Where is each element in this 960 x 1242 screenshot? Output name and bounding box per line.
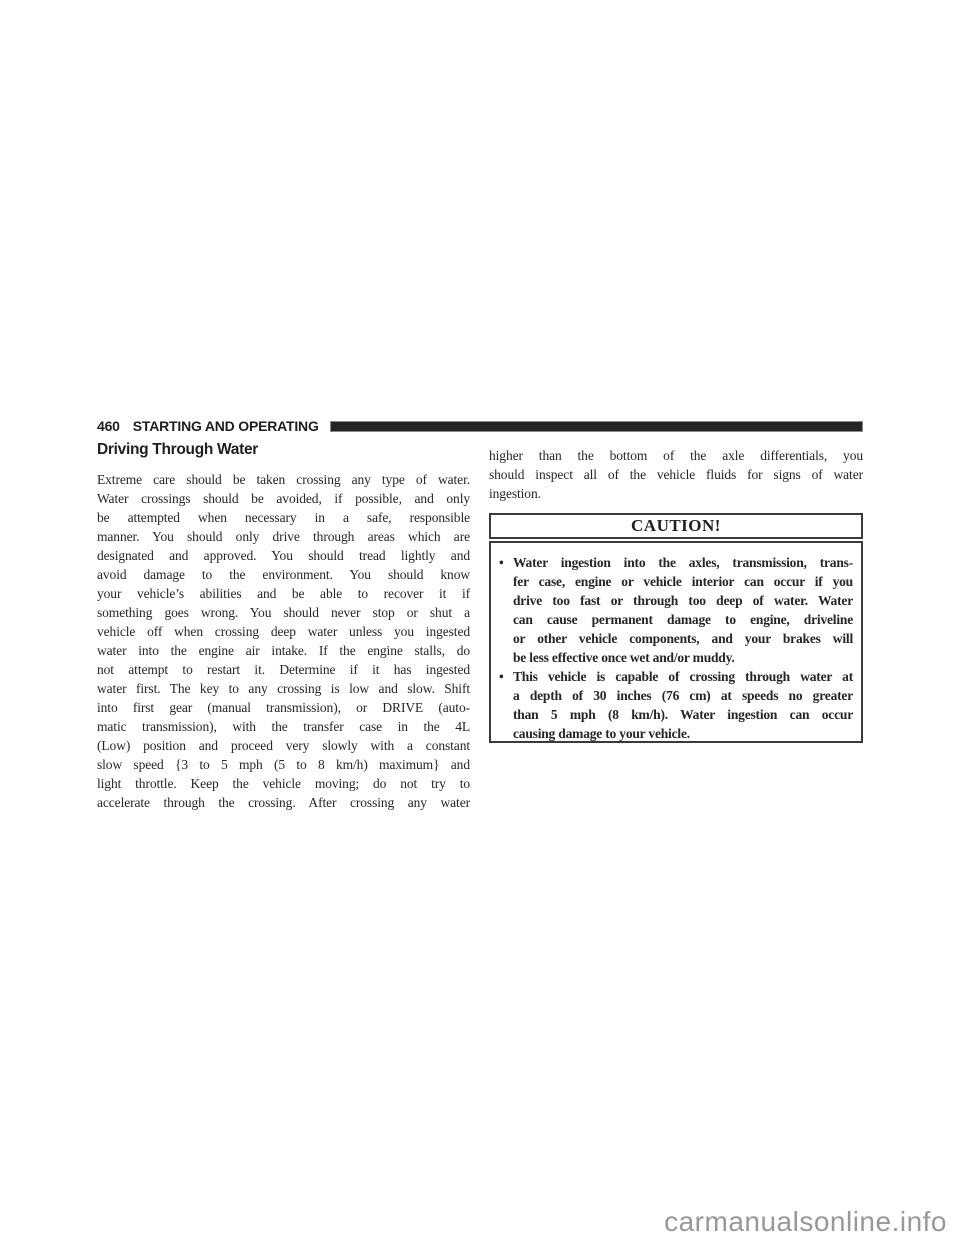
caution-bullet-item <box>499 553 853 667</box>
text-line: fer case, engine or vehicle interior can occur if you <box>513 574 853 589</box>
text-line: than 5 mph (8 km/h). Water ingestion can occur <box>513 707 853 722</box>
text-line: drive too fast or through too deep of water. Water <box>513 593 853 608</box>
text-line: into first gear (manual transmission), or DRIVE (auto- <box>97 700 470 715</box>
text-line: (Low) position and proceed very slowly with a constant <box>97 738 470 753</box>
bullet-icon: • <box>499 555 504 570</box>
text-line: light throttle. Keep the vehicle moving; do not try to <box>97 776 470 791</box>
text-line: designated and approved. You should tread lightly and <box>97 548 470 563</box>
text-line: higher than the bottom of the axle differentials, you <box>489 448 863 463</box>
header-rule-bar <box>330 421 863 432</box>
text-line: your vehicle’s abilities and be able to recover it if <box>97 586 470 601</box>
watermark-text: carmanualsonline.info <box>664 1206 947 1237</box>
text-line: ingestion. <box>489 486 541 501</box>
text-line: water into the engine air intake. If the engine stalls, do <box>97 643 470 658</box>
text-line: causing damage to your vehicle. <box>513 726 690 741</box>
left-column-paragraph <box>97 470 470 812</box>
text-line: slow speed {3 to 5 mph (5 to 8 km/h) maximum} and <box>97 757 470 772</box>
caution-body <box>489 541 863 743</box>
caution-bullet-text <box>513 667 853 743</box>
caution-bullet-item <box>499 667 853 743</box>
text-line: be attempted when necessary in a safe, responsible <box>97 510 470 525</box>
text-line: avoid damage to the environment. You should know <box>97 567 470 582</box>
section-title: STARTING AND OPERATING <box>132 418 319 434</box>
page-number: 460 <box>97 418 120 434</box>
text-line: Extreme care should be taken crossing any type of water. <box>97 472 470 487</box>
text-line: not attempt to restart it. Determine if it has ingested <box>97 662 470 677</box>
caution-box <box>489 513 863 743</box>
text-line: accelerate through the crossing. After crossing any water <box>97 795 470 810</box>
text-line: can cause permanent damage to engine, driveline <box>513 612 853 627</box>
caution-title: CAUTION! <box>489 513 863 539</box>
text-line: something goes wrong. You should never stop or shut a <box>97 605 470 620</box>
caution-bullet-text <box>513 553 853 667</box>
text-line: Water ingestion into the axles, transmission, trans- <box>513 555 853 570</box>
text-line: be less effective once wet and/or muddy. <box>513 650 735 665</box>
text-line: should inspect all of the vehicle fluids for signs of water <box>489 467 863 482</box>
right-column-paragraph <box>489 446 863 503</box>
running-header <box>97 418 863 434</box>
text-line: This vehicle is capable of crossing through water at <box>513 669 853 684</box>
text-line: a depth of 30 inches (76 cm) at speeds no greater <box>513 688 853 703</box>
article-heading: Driving Through Water <box>97 441 259 458</box>
text-line: vehicle off when crossing deep water unless you ingested <box>97 624 470 639</box>
text-line: Water crossings should be avoided, if possible, and only <box>97 491 470 506</box>
bullet-icon: • <box>499 669 504 684</box>
text-line: manner. You should only drive through areas which are <box>97 529 470 544</box>
text-line: water first. The key to any crossing is low and slow. Shift <box>97 681 470 696</box>
text-line: matic transmission), with the transfer case in the 4L <box>97 719 470 734</box>
text-line: or other vehicle components, and your brakes will <box>513 631 853 646</box>
